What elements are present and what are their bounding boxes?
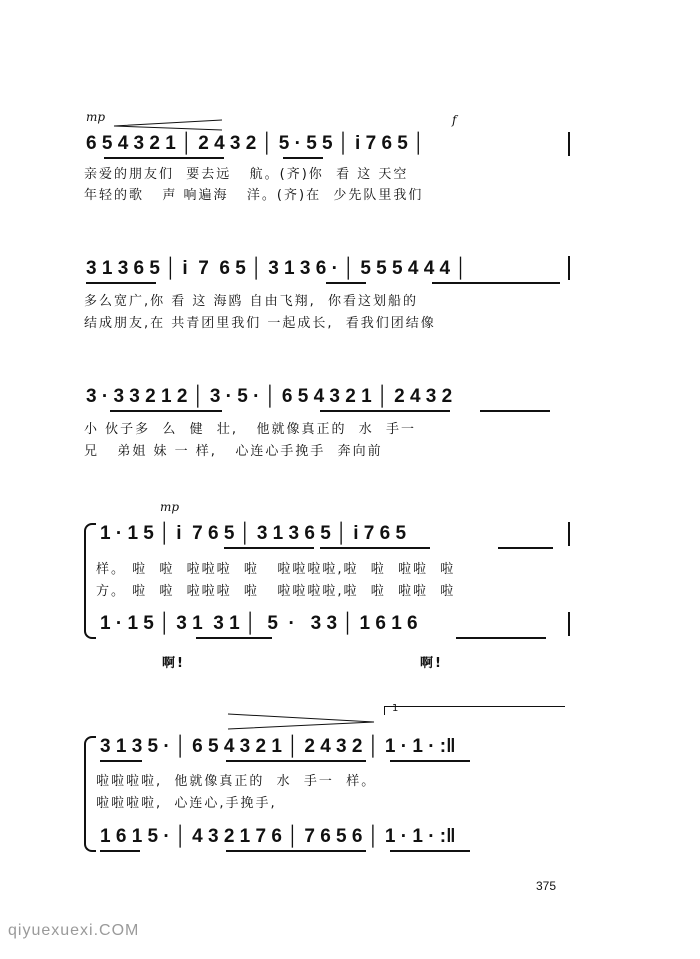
system5-upper-notes: 3 1 3 5 · │ 6 5 4 3 2 1 │ 2 4 3 2 │ 1 · 1 · :‖ (100, 736, 456, 757)
underline (456, 637, 546, 639)
underline (390, 760, 470, 762)
volta-bracket (384, 706, 565, 715)
underline (320, 410, 450, 412)
underline (196, 637, 272, 639)
underline (110, 410, 222, 412)
dynamic-mp-2: mp (160, 500, 180, 514)
underline (326, 282, 366, 284)
system4-upper-notes: 1 · 1 5 │ i 7 6 5 │ 3 1 3 6 5 │ i 7 6 5 (100, 523, 407, 544)
system2-notes: 3 1 3 6 5 │ i 7 6 5 │ 3 1 3 6 · │ 5 5 5 4 4 4 │ (86, 258, 468, 279)
volta-number: 1 (392, 703, 401, 714)
page-number: 375 (536, 879, 557, 893)
system4-lower-lyric-a: 啊! (162, 656, 185, 671)
underline (226, 760, 366, 762)
dynamic-f: f (452, 113, 457, 127)
crescendo-hairpin (226, 712, 376, 732)
staff-brace (84, 523, 96, 639)
system2-lyrics-verse2: 结成朋友,在 共青团里我们 一起成长, 看我们团结像 (84, 316, 436, 331)
system4-lower-lyric-b: 啊! (420, 656, 443, 671)
system5-lyrics-verse2: 啦啦啦啦, 心连心,手挽手, (96, 796, 277, 811)
barline (568, 256, 570, 280)
underline (390, 850, 470, 852)
decrescendo-hairpin (112, 118, 224, 132)
watermark-text: qiyuexuexi.COM (8, 922, 140, 939)
system4-lyrics-verse1: 样。 啦 啦 啦啦啦 啦 啦啦啦啦,啦 啦 啦啦 啦 (96, 562, 456, 577)
underline (432, 282, 560, 284)
underline (283, 157, 323, 159)
system3-lyrics-verse1: 小 伙子多 么 健 壮, 他就像真正的 水 手一 (84, 422, 416, 437)
watermark (8, 922, 139, 940)
system1-notes: 6 5 4 3 2 1 │ 2 4 3 2 │ 5 · 5 5 │ i 7 6 5 │ (86, 133, 426, 154)
barline (568, 132, 570, 156)
system4-lower-notes: 1 · 1 5 │ 3 1 3 1 │ 5 · 3 3 │ 1 6 1 6 (100, 613, 418, 634)
system5-lower-notes: 1 6 1 5 · │ 4 3 2 1 7 6 │ 7 6 5 6 │ 1 · 1 · :‖ (100, 826, 456, 847)
underline (100, 850, 140, 852)
underline (104, 157, 224, 159)
underline (86, 282, 156, 284)
barline (568, 522, 570, 546)
underline (320, 547, 430, 549)
staff-brace (84, 736, 96, 852)
underline (100, 760, 142, 762)
system1-lyrics-verse2: 年轻的歌 声 响遍海 洋。(齐)在 少先队里我们 (84, 188, 424, 203)
system4-lyrics-verse2: 方。 啦 啦 啦啦啦 啦 啦啦啦啦,啦 啦 啦啦 啦 (96, 584, 456, 599)
underline (224, 547, 314, 549)
underline (480, 410, 550, 412)
system3-lyrics-verse2: 兄 弟姐 妹 一 样, 心连心手挽手 奔向前 (84, 444, 383, 459)
system5-lyrics-verse1: 啦啦啦啦, 他就像真正的 水 手一 样。 (96, 774, 377, 789)
underline (226, 850, 366, 852)
dynamic-mp-1: mp (86, 110, 106, 124)
barline (568, 612, 570, 636)
underline (498, 547, 553, 549)
system3-notes: 3 · 3 3 2 1 2 │ 3 · 5 · │ 6 5 4 3 2 1 │ 2 4 3 2 (86, 386, 453, 407)
system1-lyrics-verse1: 亲爱的朋友们 要去远 航。(齐)你 看 这 天空 (84, 167, 409, 182)
system2-lyrics-verse1: 多么宽广,你 看 这 海鸥 自由飞翔, 你看这划船的 (84, 294, 419, 309)
